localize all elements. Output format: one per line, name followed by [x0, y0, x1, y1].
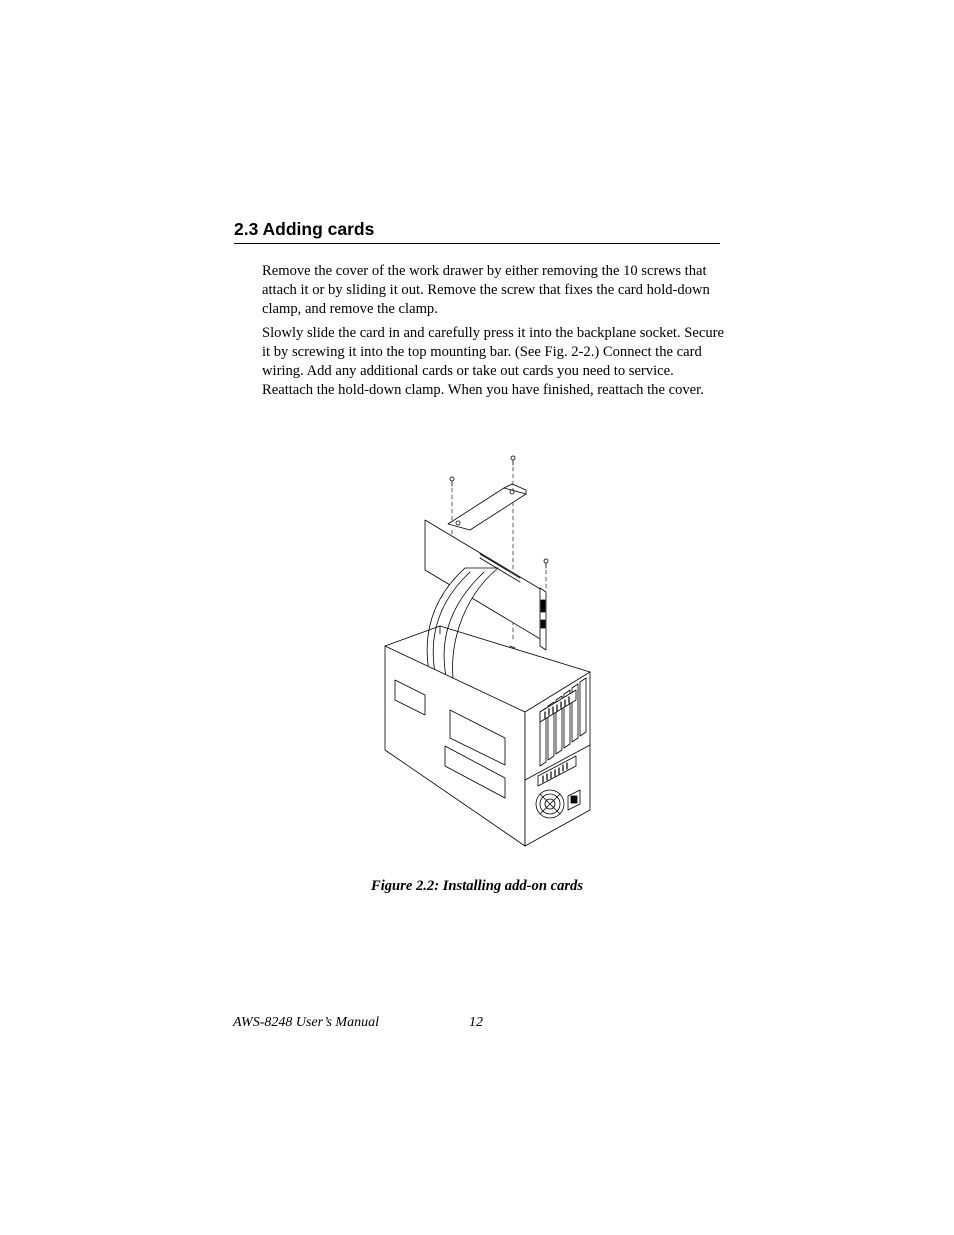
page-number: 12	[469, 1015, 483, 1030]
paragraph-insert-card: Slowly slide the card in and carefully press it into the backplane socket. Secure it by screwing it into the top mounting bar. (See Fig. 2-2.) Connect the card wiring. Add any additional cards or take out cards you need to service. Reattach the hold-down clamp. When you have finished, reattach the cover.	[262, 325, 724, 398]
fan-icon	[536, 790, 564, 818]
footer-manual-title: AWS-8248 User’s Manual	[233, 1015, 379, 1030]
paragraph-remove-cover: Remove the cover of the work drawer by either removing the 10 screws that attach it or by sliding it out. Remove the screw that fixes the card hold-down clamp, and remove the clamp.	[262, 263, 710, 317]
installing-cards-illustration	[380, 450, 600, 850]
figure-caption: Figure 2.2: Installing add-on cards	[370, 878, 584, 894]
section-heading: 2.3 Adding cards	[234, 218, 720, 244]
